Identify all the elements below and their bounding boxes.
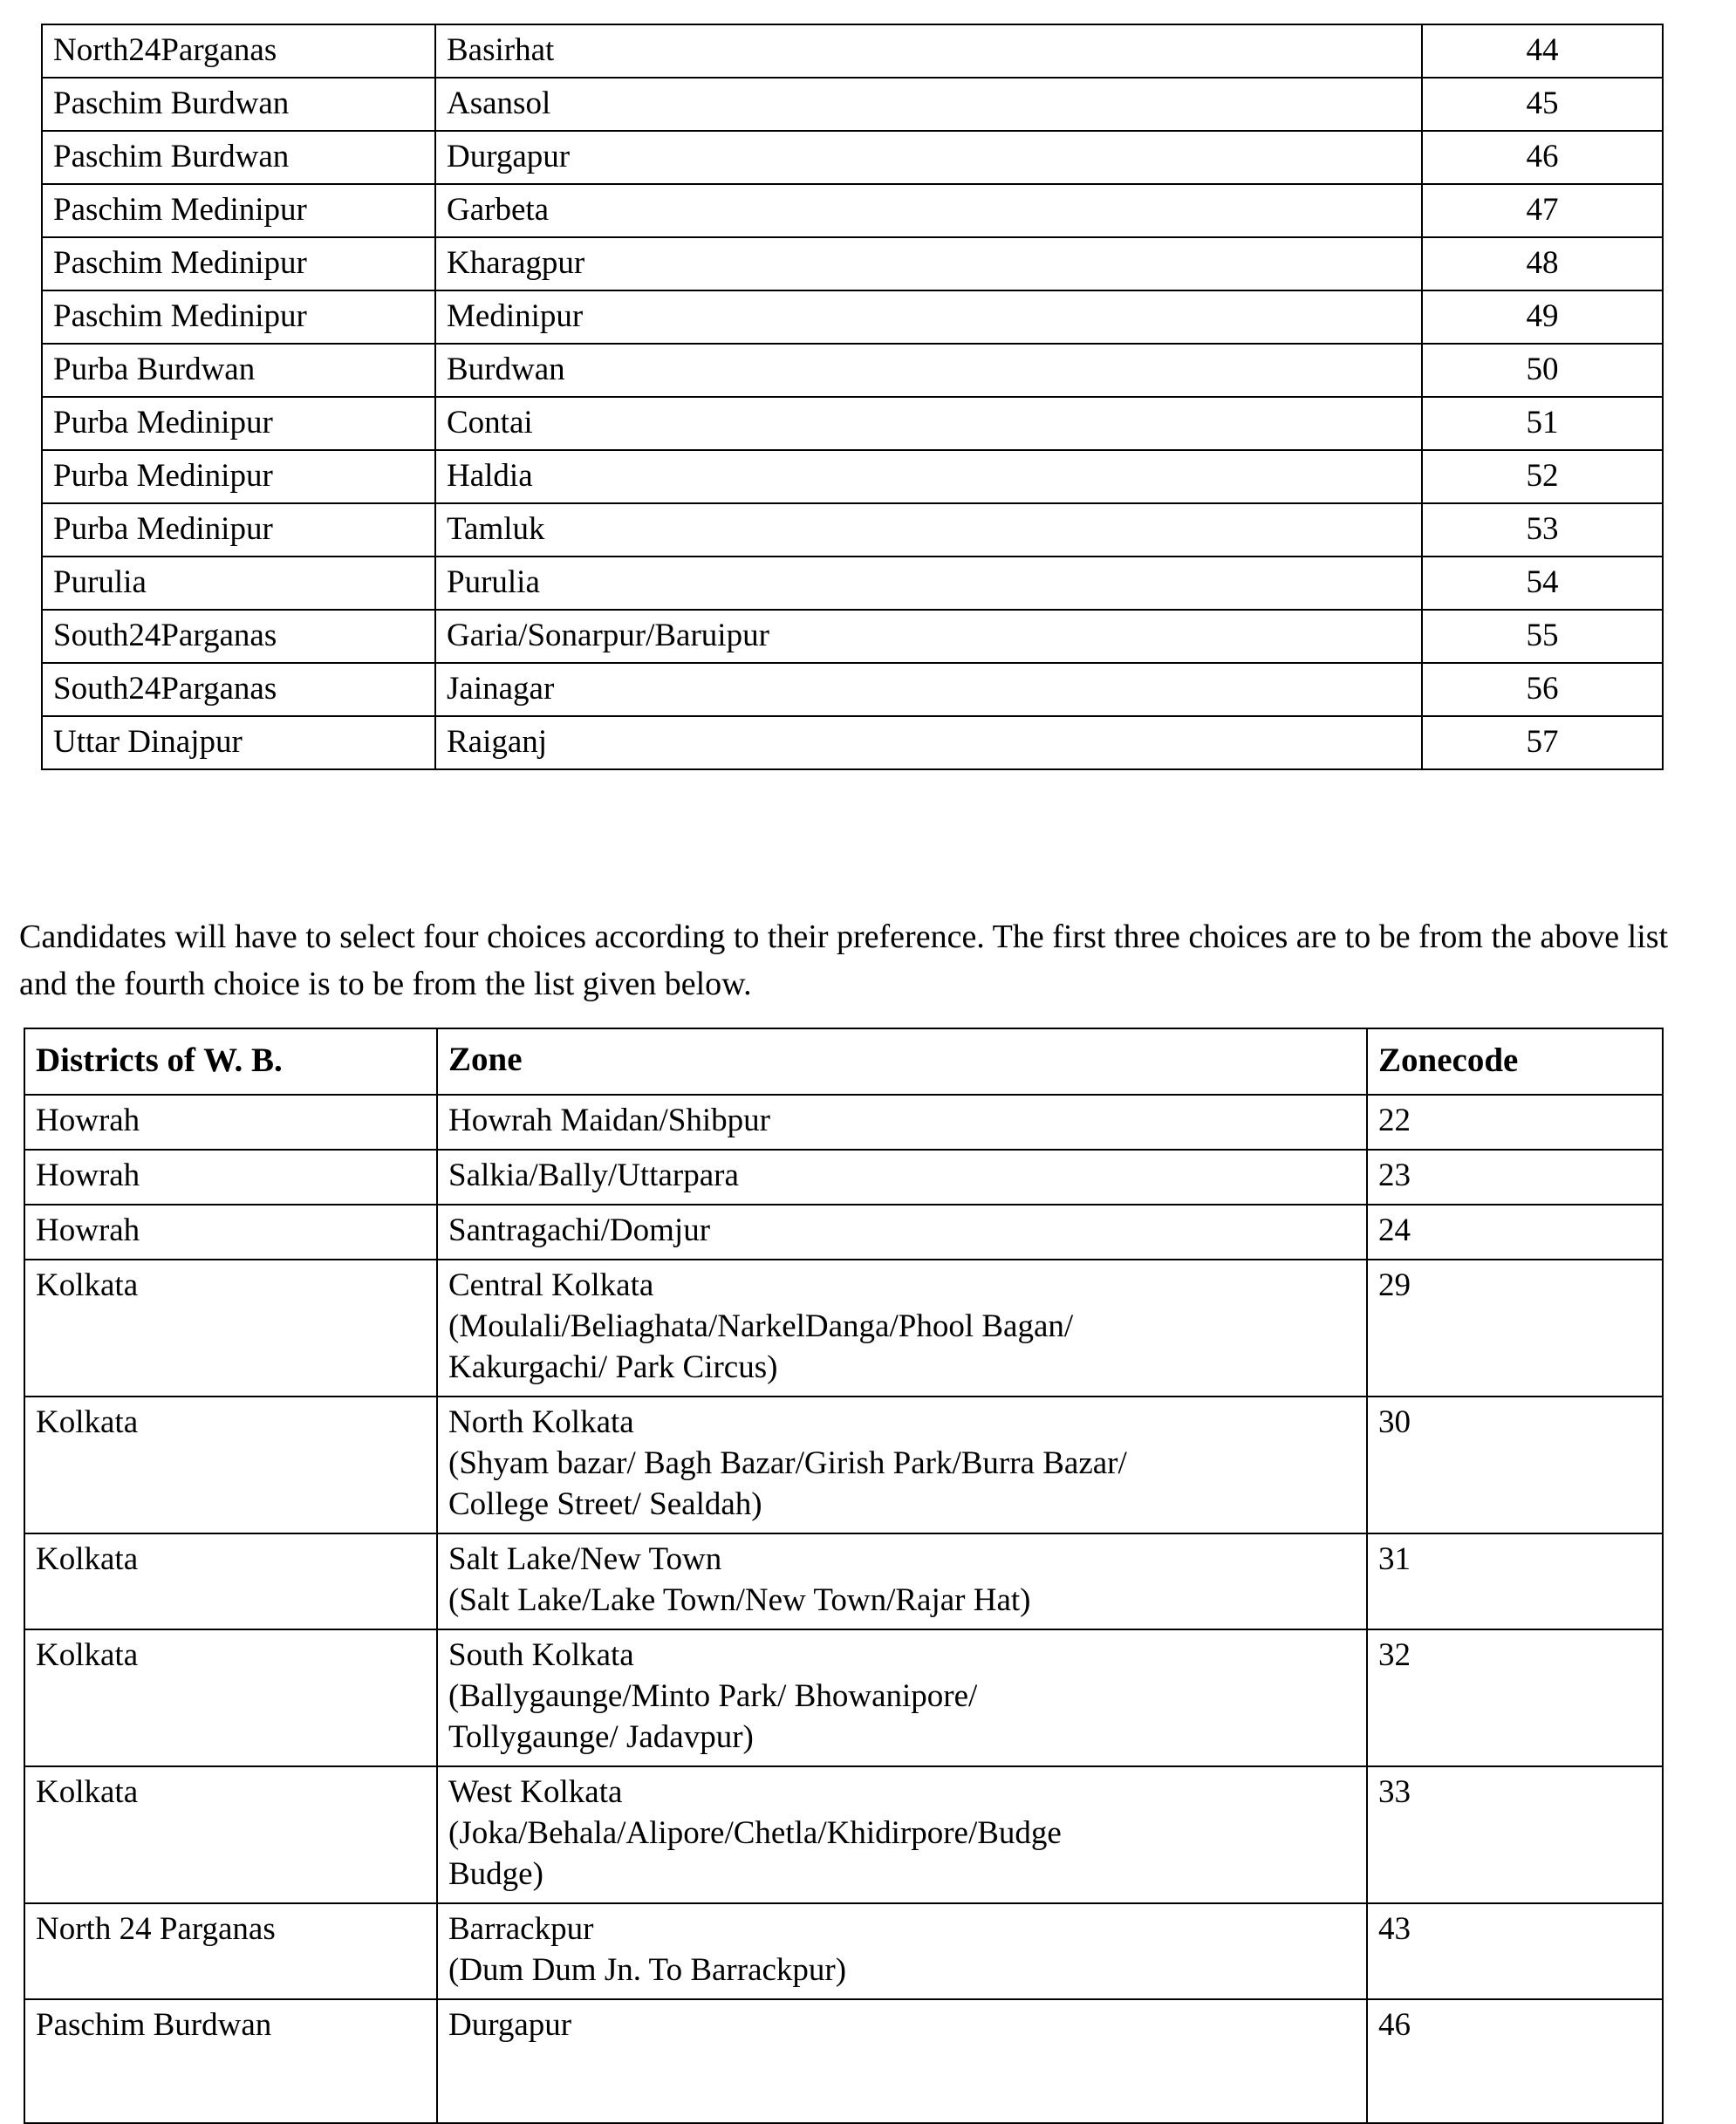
cell-zonecode: 55: [1422, 610, 1663, 663]
table-row: [42, 344, 1663, 397]
zone-detail-line-2: Budge): [448, 1855, 543, 1892]
table-row: [24, 1150, 1663, 1205]
table-row: [42, 290, 1663, 344]
cell-zonecode: 51: [1422, 397, 1663, 450]
cell-district: North 24 Parganas: [24, 1903, 437, 1999]
cell-zonecode: 56: [1422, 663, 1663, 716]
table-row: [42, 450, 1663, 503]
cell-zone: [437, 1150, 1367, 1205]
zone-name: Salt Lake/New Town: [448, 1540, 722, 1577]
cell-district: Kolkata: [24, 1766, 437, 1903]
zone-detail-line-1: (Ballygaunge/Minto Park/ Bhowanipore/: [448, 1677, 978, 1714]
table-row: [42, 184, 1663, 237]
cell-district: North24Parganas: [42, 24, 435, 78]
zone-detail-line-1: (Dum Dum Jn. To Barrackpur): [448, 1951, 847, 1988]
cell-zonecode: 52: [1422, 450, 1663, 503]
cell-zone: Durgapur: [435, 131, 1422, 184]
cell-zone: Purulia: [435, 557, 1422, 610]
cell-district: South24Parganas: [42, 663, 435, 716]
table-row: [42, 78, 1663, 131]
table-row: [42, 716, 1663, 769]
cell-zone: Tamluk: [435, 503, 1422, 557]
cell-zonecode: 31: [1367, 1533, 1663, 1629]
cell-district: Kolkata: [24, 1260, 437, 1397]
cell-district: Kolkata: [24, 1397, 437, 1533]
header-districts: Districts of W. B.: [24, 1028, 437, 1095]
cell-zone: [437, 1095, 1367, 1150]
table-row: [24, 1260, 1663, 1397]
cell-zone: Medinipur: [435, 290, 1422, 344]
cell-zone: [437, 1629, 1367, 1766]
table-row: [24, 1205, 1663, 1260]
table-row: [42, 131, 1663, 184]
table-row: [42, 610, 1663, 663]
zone-name: Howrah Maidan/Shibpur: [448, 1103, 770, 1138]
cell-zone: Kharagpur: [435, 237, 1422, 290]
cell-zonecode: 33: [1367, 1766, 1663, 1903]
zone-detail-line-2: Kakurgachi/ Park Circus): [448, 1349, 778, 1385]
cell-zone: Raiganj: [435, 716, 1422, 769]
cell-zonecode: 30: [1367, 1397, 1663, 1533]
zone-name: Salkia/Bally/Uttarpara: [448, 1157, 739, 1193]
cell-zonecode: 49: [1422, 290, 1663, 344]
zone-name: West Kolkata: [448, 1773, 623, 1810]
table-row: [24, 1629, 1663, 1766]
cell-district: Paschim Medinipur: [42, 184, 435, 237]
cell-zone: [437, 1205, 1367, 1260]
cell-zonecode: 24: [1367, 1205, 1663, 1260]
cell-district: Paschim Medinipur: [42, 237, 435, 290]
cell-zonecode: 53: [1422, 503, 1663, 557]
zone-code-table-upper: [41, 24, 1664, 770]
cell-zone: [437, 1260, 1367, 1397]
cell-district: Kolkata: [24, 1629, 437, 1766]
cell-zonecode: 48: [1422, 237, 1663, 290]
table-row: [42, 24, 1663, 78]
instruction-paragraph: Candidates will have to select four choices according to their preference. The first three choices are to be from the above list and the fourth choice is to be from the list given below.: [19, 919, 1669, 1002]
cell-zone: [437, 1903, 1367, 1999]
cell-district: Purba Medinipur: [42, 397, 435, 450]
table-row: [42, 663, 1663, 716]
cell-zone: Contai: [435, 397, 1422, 450]
cell-district: Howrah: [24, 1205, 437, 1260]
zone-name: South Kolkata: [448, 1636, 634, 1673]
cell-district: Paschim Burdwan: [42, 131, 435, 184]
table-row: [42, 557, 1663, 610]
cell-zone: Basirhat: [435, 24, 1422, 78]
zone-name: Barrackpur: [448, 1910, 594, 1947]
cell-zonecode: 22: [1367, 1095, 1663, 1150]
header-zone: Zone: [437, 1028, 1367, 1095]
cell-zonecode: 57: [1422, 716, 1663, 769]
cell-zonecode: 47: [1422, 184, 1663, 237]
table-row: [24, 1999, 1663, 2123]
table-row: [24, 1397, 1663, 1533]
cell-zone: Garbeta: [435, 184, 1422, 237]
cell-district: South24Parganas: [42, 610, 435, 663]
zone-name: Durgapur: [448, 2006, 572, 2043]
cell-zonecode: 46: [1422, 131, 1663, 184]
zone-name: North Kolkata: [448, 1403, 634, 1440]
cell-district: Purba Burdwan: [42, 344, 435, 397]
table-header-row: [24, 1028, 1663, 1095]
table-row: [42, 397, 1663, 450]
cell-district: Howrah: [24, 1095, 437, 1150]
cell-zonecode: 23: [1367, 1150, 1663, 1205]
cell-zone: Haldia: [435, 450, 1422, 503]
table-row: [24, 1766, 1663, 1903]
cell-zone: [437, 1766, 1367, 1903]
cell-zonecode: 44: [1422, 24, 1663, 78]
table-row: [24, 1903, 1663, 1999]
cell-district: Paschim Burdwan: [42, 78, 435, 131]
cell-district: Howrah: [24, 1150, 437, 1205]
cell-district: Purba Medinipur: [42, 503, 435, 557]
cell-district: Paschim Burdwan: [24, 1999, 437, 2123]
zone-name: Santragachi/Domjur: [448, 1212, 711, 1248]
zone-code-table-lower: [24, 1028, 1664, 2124]
cell-district: Purulia: [42, 557, 435, 610]
cell-district: Uttar Dinajpur: [42, 716, 435, 769]
cell-zone: Jainagar: [435, 663, 1422, 716]
cell-zonecode: 46: [1367, 1999, 1663, 2123]
cell-zonecode: 43: [1367, 1903, 1663, 1999]
header-zonecode: Zonecode: [1367, 1028, 1663, 1095]
zone-detail-line-2: Tollygaunge/ Jadavpur): [448, 1718, 754, 1755]
cell-zone: [437, 1999, 1367, 2123]
cell-district: Purba Medinipur: [42, 450, 435, 503]
cell-zone: Asansol: [435, 78, 1422, 131]
table-row: [42, 237, 1663, 290]
zone-detail-line-1: (Shyam bazar/ Bagh Bazar/Girish Park/Burra Bazar/: [448, 1444, 1127, 1481]
zone-name: Central Kolkata: [448, 1267, 654, 1303]
zone-detail-line-2: College Street/ Sealdah): [448, 1485, 762, 1522]
cell-zonecode: 54: [1422, 557, 1663, 610]
cell-district: Paschim Medinipur: [42, 290, 435, 344]
cell-zonecode: 29: [1367, 1260, 1663, 1397]
cell-district: Kolkata: [24, 1533, 437, 1629]
cell-zonecode: 45: [1422, 78, 1663, 131]
cell-zone: Burdwan: [435, 344, 1422, 397]
table-row: [24, 1095, 1663, 1150]
cell-zone: [437, 1533, 1367, 1629]
zone-detail-line-1: (Salt Lake/Lake Town/New Town/Rajar Hat): [448, 1581, 1031, 1618]
table-row: [24, 1533, 1663, 1629]
cell-zone: [437, 1397, 1367, 1533]
cell-zonecode: 32: [1367, 1629, 1663, 1766]
cell-zone: Garia/Sonarpur/Baruipur: [435, 610, 1422, 663]
table-row: [42, 503, 1663, 557]
zone-detail-line-1: (Joka/Behala/Alipore/Chetla/Khidirpore/Budge: [448, 1814, 1062, 1851]
cell-zonecode: 50: [1422, 344, 1663, 397]
zone-detail-line-1: (Moulali/Beliaghata/NarkelDanga/Phool Bagan/: [448, 1308, 1074, 1344]
